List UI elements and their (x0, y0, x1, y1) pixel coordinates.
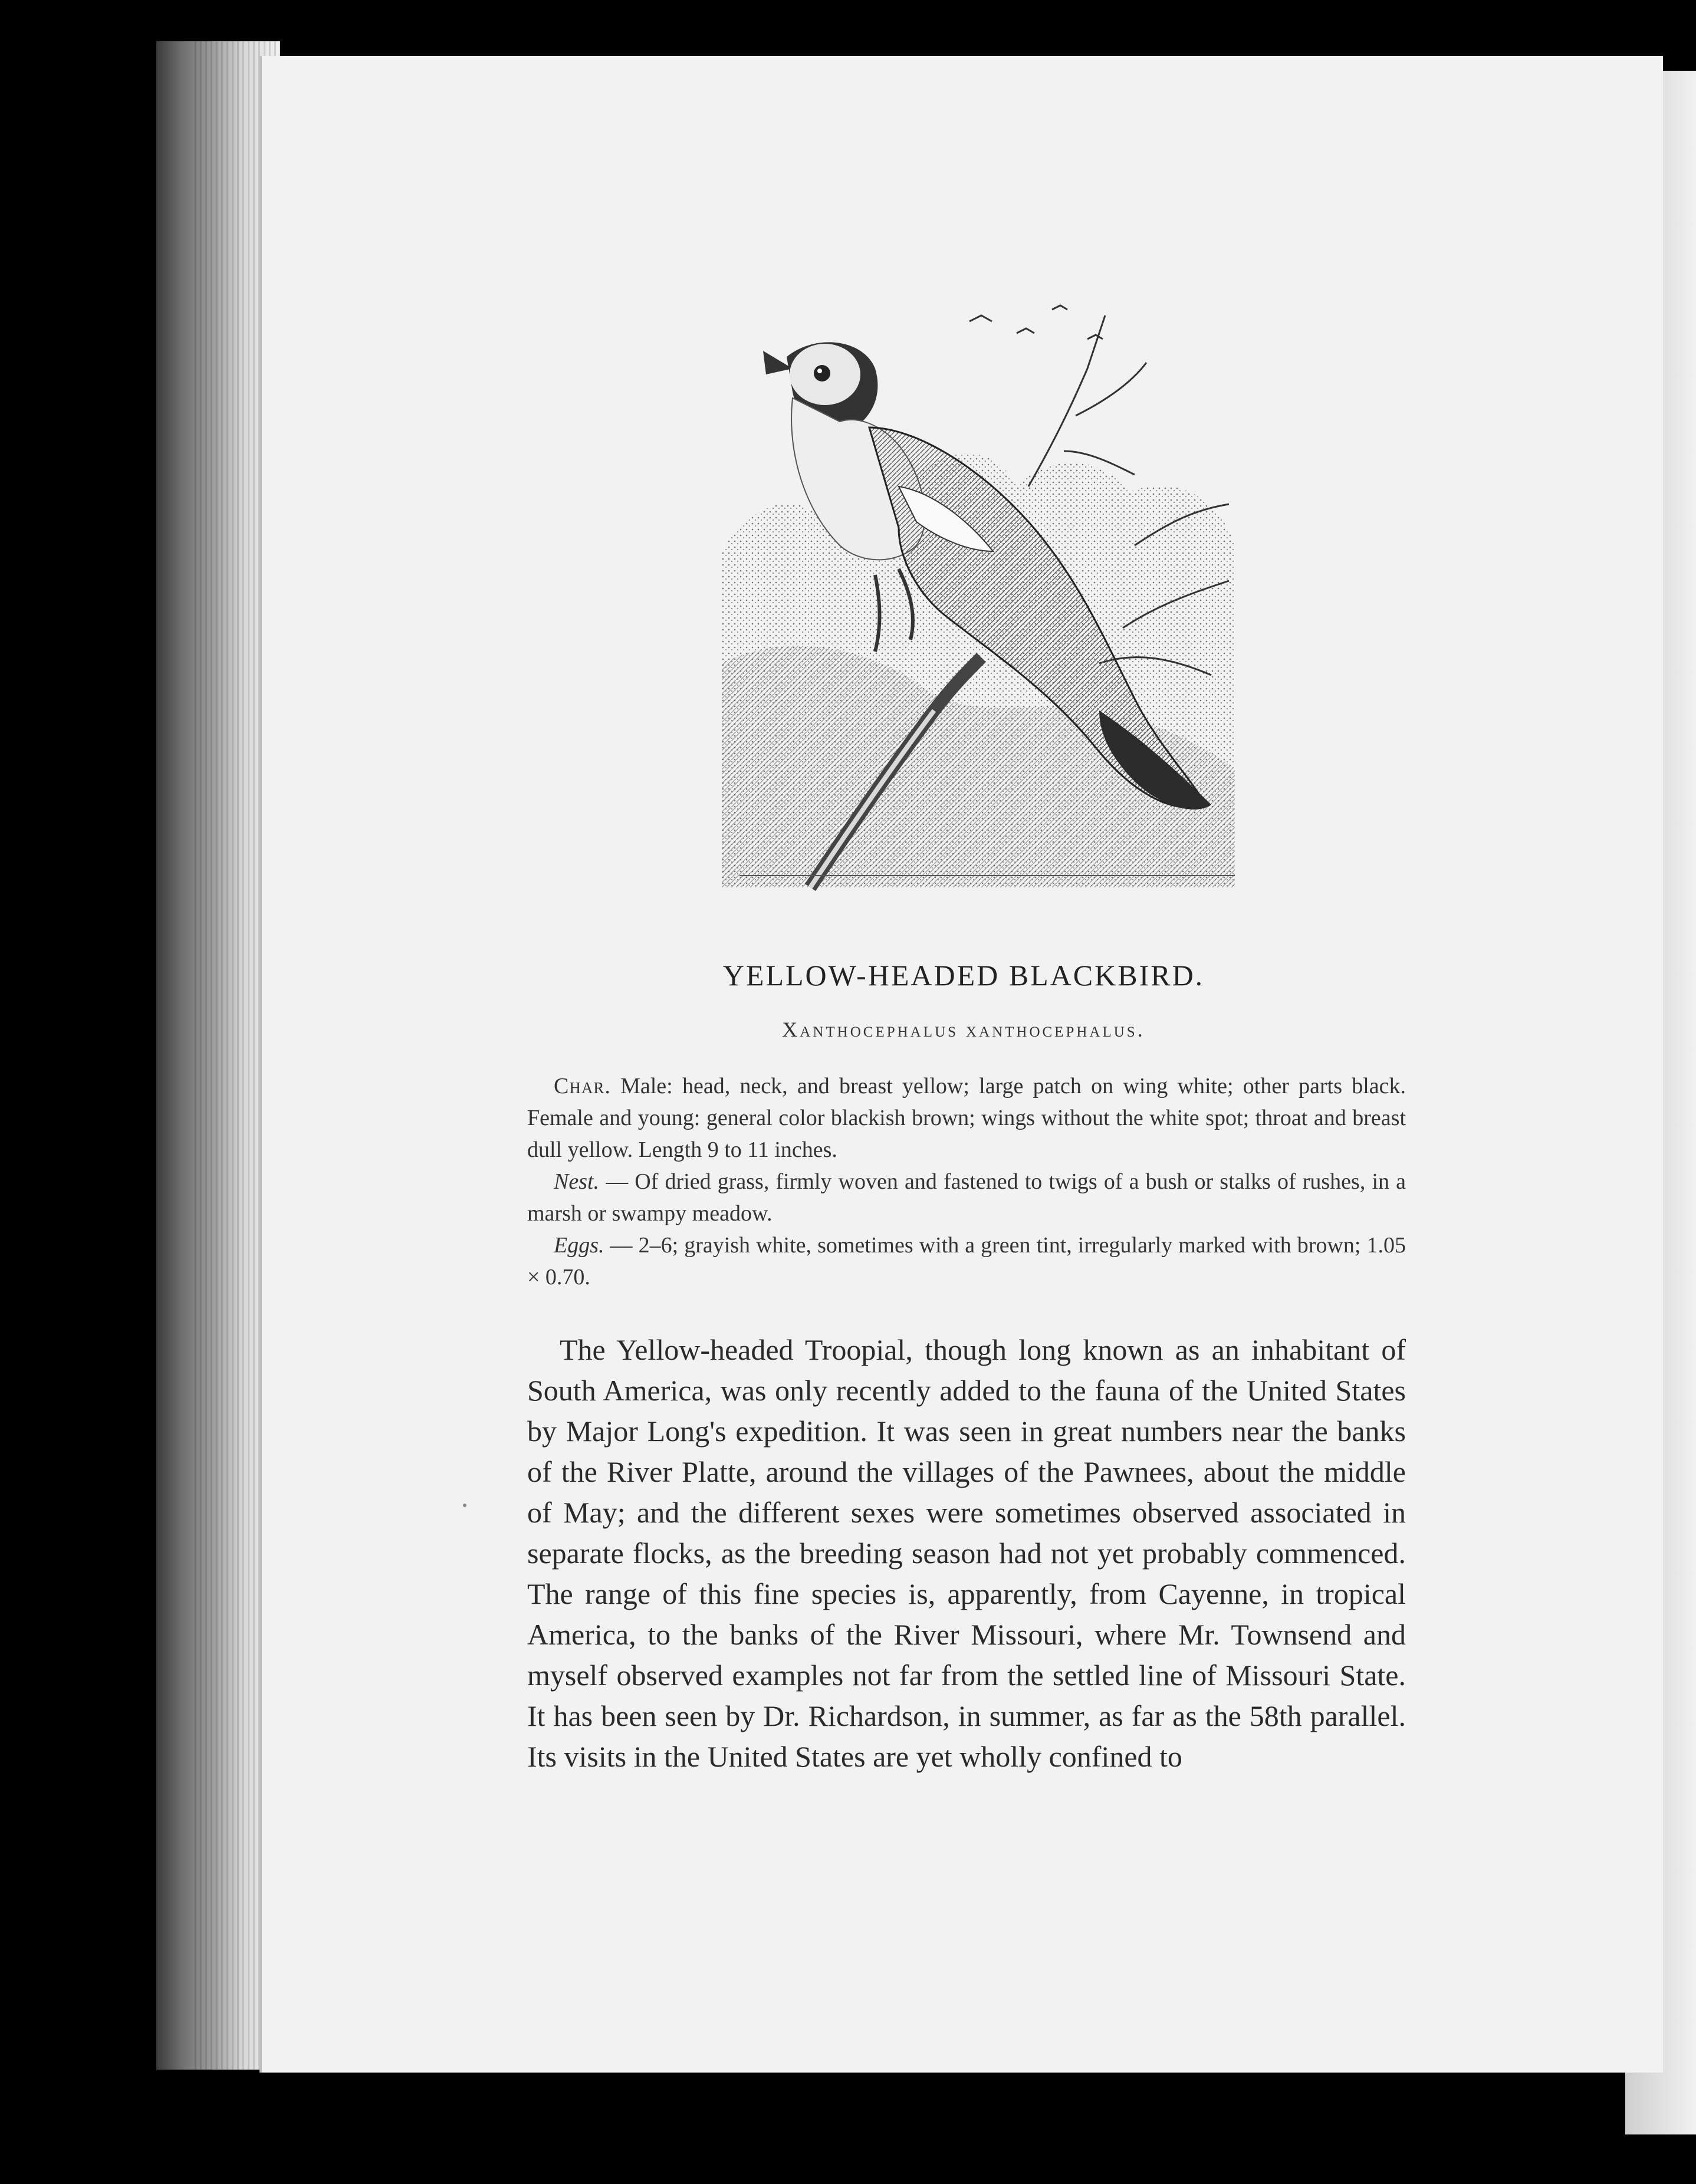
scientific-name: Xanthocephalus xanthocephalus. (782, 1018, 1145, 1041)
eggs-text: — 2–6; grayish white, sometimes with a green tint, irregularly marked with brown; 1.05 × 0.70. (527, 1233, 1406, 1290)
nest-label: Nest. (554, 1169, 600, 1194)
eggs-label: Eggs. (554, 1233, 604, 1258)
nest-text: — Of dried grass, firmly woven and fastened to twigs of a bush or stalks of rushes, in a marsh or swampy meadow. (527, 1169, 1406, 1226)
margin-mark (463, 1504, 466, 1507)
char-text: Male: head, neck, and breast yellow; large patch on wing white; other parts black. Female and young: general color blackish brown; wings without the white spot; throat and breast dull yellow. Length 9 to 11 inches. (527, 1074, 1406, 1162)
body-paragraph: The Yellow-headed Troopial, though long known as an inhabitant of South America, was only recently added to the fauna of the United States by Major Long's expedition. It was seen in great numbers near the banks of the River Platte, around the villages of the Pawnees, about the middle of May; and the different sexes were sometimes observed associated in separate flocks, as the breeding season had not yet probably commenced. The range of this fine species is, apparently, from Cayenne, in tropical America, to the banks of the River Missouri, where Mr. Townsend and myself observed examples not far from the settled line of Missouri State. It has been seen by Dr. Richardson, in summer, as far as the 58th parallel. Its visits in the United States are yet wholly confined to (527, 1333, 1406, 1773)
book-page (259, 56, 1663, 2073)
nest-paragraph (527, 1166, 1406, 1229)
bird-illustration (722, 298, 1247, 899)
characteristics-block (527, 1070, 1406, 1293)
char-label: Char. (554, 1074, 611, 1098)
eggs-paragraph (527, 1229, 1406, 1293)
species-title: YELLOW-HEADED BLACKBIRD. (722, 959, 1205, 992)
main-text (527, 1330, 1406, 1777)
char-paragraph (527, 1070, 1406, 1166)
